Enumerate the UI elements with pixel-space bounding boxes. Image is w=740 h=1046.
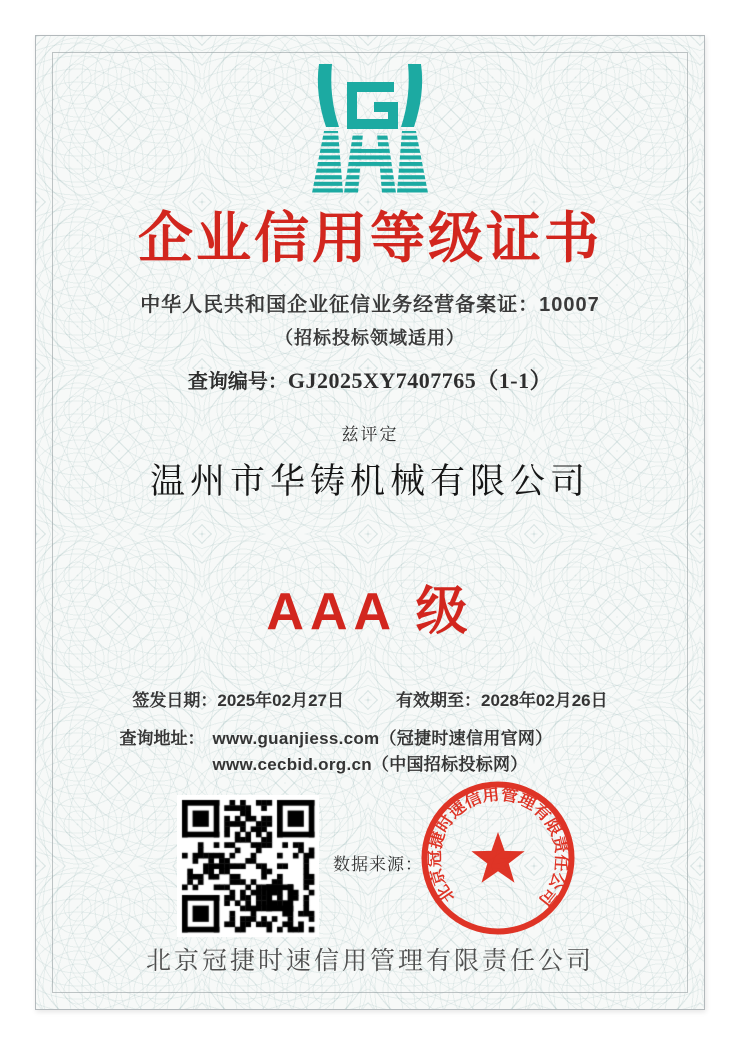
credit-rating: AAA 级	[266, 583, 474, 641]
certificate-title: 企业信用等级证书	[137, 207, 602, 269]
scope-line: （招标投标领域适用）	[275, 328, 465, 348]
hereby-text: 兹评定	[341, 425, 399, 444]
company-seal-icon	[418, 778, 578, 938]
query-number-row	[36, 364, 704, 395]
data-source-label: 数据来源：	[333, 855, 423, 874]
query-address-label: 查询地址：	[119, 729, 205, 748]
query-address-line-2: www.cecbid.org.cn（中国招标投标网）	[212, 755, 528, 774]
query-number-label: 查询编号：	[187, 371, 288, 393]
verification-band	[36, 780, 704, 950]
registration-line: 中华人民共和国企业征信业务经营备案证：10007	[140, 294, 600, 316]
query-address-line-1: www.guanjiess.com（冠捷时速信用官网）	[212, 729, 553, 748]
certificate-document	[35, 35, 705, 1010]
company-name: 温州市华铸机械有限公司	[149, 462, 590, 501]
valid-until: 有效期至：2028年02月26日	[396, 691, 608, 710]
seal-star-icon	[471, 832, 524, 883]
gh-monogram-logo-icon	[311, 63, 429, 194]
issue-date: 签发日期：2025年02月27日	[132, 691, 344, 710]
query-address-block	[2, 726, 670, 778]
qr-code-icon	[177, 795, 319, 937]
query-number-value: GJ2025XY7407765（1-1）	[287, 368, 553, 393]
issuer-name: 北京冠捷时速信用管理有限责任公司	[145, 947, 594, 975]
logo-container	[36, 63, 704, 194]
seal-text: 北京冠捷时速信用管理有限责任公司	[426, 786, 570, 908]
dates-row	[36, 686, 704, 711]
